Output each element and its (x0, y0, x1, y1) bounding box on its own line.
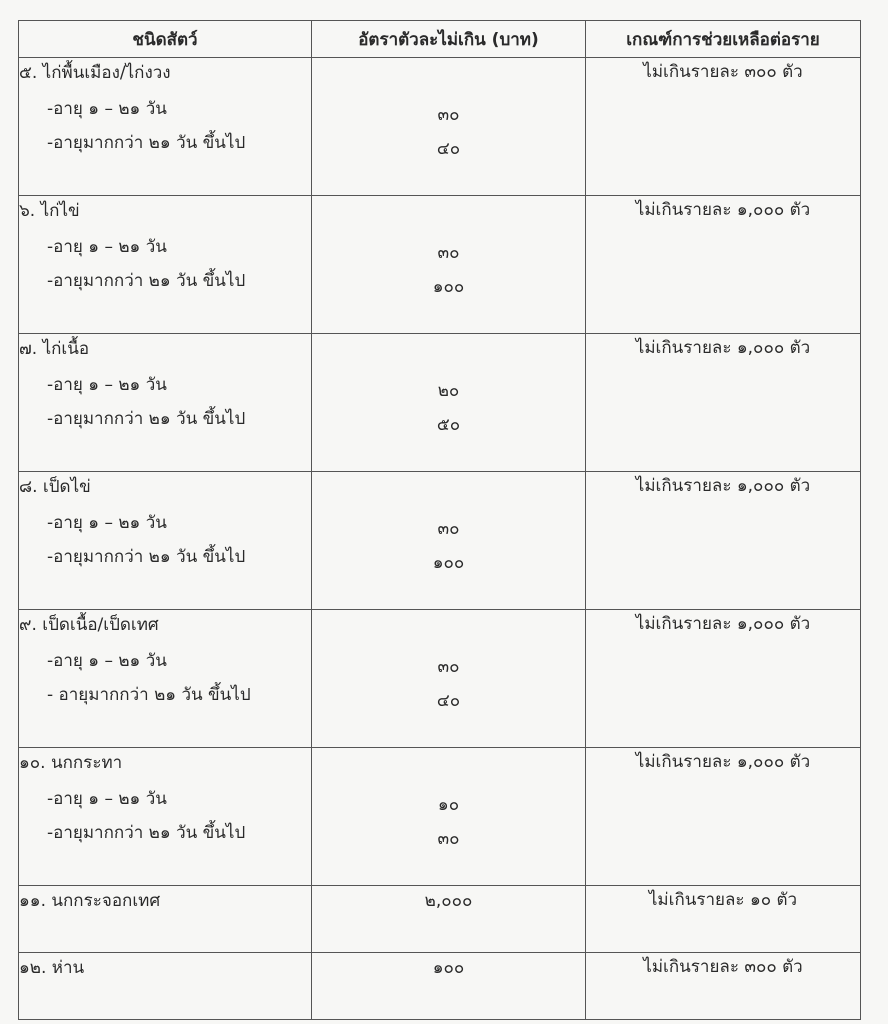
criteria-cell: ไม่เกินรายละ ๓๐๐ ตัว (586, 953, 861, 1020)
rate-value: ๔๐ (436, 691, 461, 711)
rate-value: ๓๐ (437, 105, 460, 125)
criteria-cell: ไม่เกินรายละ ๓๐๐ ตัว (586, 58, 861, 196)
rate-value: ๔๐ (436, 139, 461, 159)
animal-name: ๑๑. นกกระจอกเทศ (19, 891, 161, 911)
criteria-cell: ไม่เกินรายละ ๑,๐๐๐ ตัว (586, 748, 861, 886)
header-row (19, 21, 861, 58)
animal-cell (19, 58, 312, 196)
table-row (19, 886, 861, 953)
rate-value: ๓๐ (437, 519, 460, 539)
rate-value: ๒,๐๐๐ (424, 891, 473, 911)
table-row (19, 58, 861, 196)
criteria-cell: ไม่เกินรายละ ๑,๐๐๐ ตัว (586, 610, 861, 748)
animal-name: ๖. ไก่ไข่ (19, 201, 80, 221)
table-row (19, 953, 861, 1020)
animal-cell (19, 334, 312, 472)
animal-name: ๕. ไก่พื้นเมือง/ไก่งวง (19, 63, 171, 83)
age-label: -อายุมากกว่า ๒๑ วัน ขึ้นไป (47, 823, 246, 843)
animal-name: ๗. ไก่เนื้อ (19, 339, 90, 359)
animal-cell (19, 196, 312, 334)
animal-name: ๙. เป็ดเนื้อ/เป็ดเทศ (19, 615, 159, 635)
header-criteria: เกณฑ์การช่วยเหลือต่อราย (586, 21, 861, 58)
animal-cell (19, 472, 312, 610)
age-label: -อายุมากกว่า ๒๑ วัน ขึ้นไป (47, 409, 246, 429)
rate-cell (312, 953, 586, 1020)
rate-value: ๓๐ (437, 657, 460, 677)
rate-value: ๒๐ (437, 381, 460, 401)
animal-cell (19, 886, 312, 953)
age-label: -อายุมากกว่า ๒๑ วัน ขึ้นไป (47, 271, 246, 291)
table-row (19, 748, 861, 886)
age-label: -อายุ ๑ – ๒๑ วัน (47, 789, 167, 809)
rate-cell (312, 334, 586, 472)
animal-cell (19, 610, 312, 748)
age-label: - อายุมากกว่า ๒๑ วัน ขึ้นไป (47, 685, 251, 705)
table-row (19, 196, 861, 334)
livestock-compensation-table (18, 20, 861, 1020)
criteria-cell: ไม่เกินรายละ ๑,๐๐๐ ตัว (586, 196, 861, 334)
rate-value: ๑๐ (437, 795, 460, 815)
age-label: -อายุ ๑ – ๒๑ วัน (47, 513, 167, 533)
age-label: -อายุ ๑ – ๒๑ วัน (47, 237, 167, 257)
animal-name: ๘. เป็ดไข่ (19, 477, 91, 497)
header-rate: อัตราตัวละไม่เกิน (บาท) (312, 21, 586, 58)
table-row (19, 472, 861, 610)
rate-cell (312, 196, 586, 334)
age-label: -อายุ ๑ – ๒๑ วัน (47, 375, 167, 395)
age-label: -อายุมากกว่า ๒๑ วัน ขึ้นไป (47, 547, 246, 567)
animal-name: ๑๐. นกกระทา (19, 753, 123, 773)
rate-value: ๑๐๐ (432, 277, 465, 297)
rate-cell (312, 58, 586, 196)
rate-value: ๑๐๐ (432, 553, 465, 573)
age-label: -อายุ ๑ – ๒๑ วัน (47, 99, 167, 119)
table-row (19, 334, 861, 472)
animal-cell (19, 953, 312, 1020)
criteria-cell: ไม่เกินรายละ ๑,๐๐๐ ตัว (586, 472, 861, 610)
rate-cell (312, 748, 586, 886)
rate-value: ๓๐ (437, 829, 460, 849)
rate-value: ๑๐๐ (432, 958, 465, 978)
criteria-cell: ไม่เกินรายละ ๑๐ ตัว (586, 886, 861, 953)
criteria-cell: ไม่เกินรายละ ๑,๐๐๐ ตัว (586, 334, 861, 472)
rate-cell (312, 472, 586, 610)
animal-name: ๑๒. ห่าน (19, 958, 85, 978)
age-label: -อายุมากกว่า ๒๑ วัน ขึ้นไป (47, 133, 246, 153)
table-row (19, 610, 861, 748)
rate-cell (312, 610, 586, 748)
age-label: -อายุ ๑ – ๒๑ วัน (47, 651, 167, 671)
rate-value: ๓๐ (437, 243, 460, 263)
header-animal-type: ชนิดสัตว์ (19, 21, 312, 58)
rate-value: ๕๐ (436, 415, 461, 435)
animal-cell (19, 748, 312, 886)
rate-cell (312, 886, 586, 953)
